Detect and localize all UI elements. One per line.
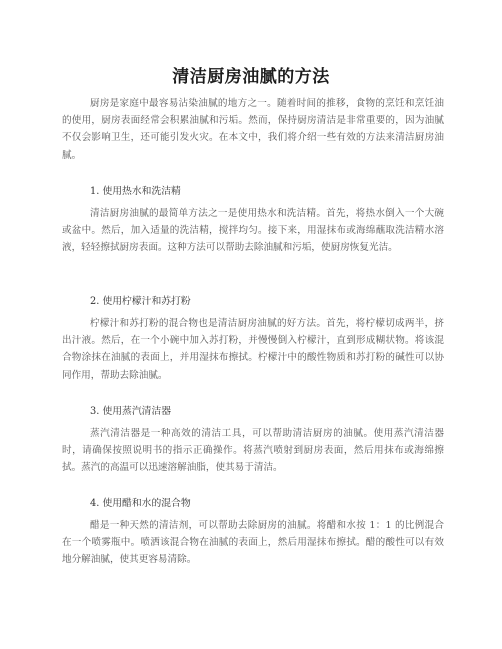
section-body-3: 蒸汽清洁器是一种高效的清洁工具，可以帮助清洁厨房的油腻。使用蒸汽清洁器时，请确保按照说明书的指示正确操作。将蒸汽喷射到厨房表面，然后用抹布或海绵擦拭。蒸汽的高温可以迅速溶解油脂，使其易于清洁。 bbox=[62, 428, 444, 474]
section-body-block-2 bbox=[62, 315, 444, 384]
intro-paragraph-block bbox=[62, 95, 444, 164]
section-heading-1: 1. 使用热水和洗洁精 bbox=[90, 186, 181, 197]
section-body-block-1 bbox=[62, 205, 444, 257]
section-heading-3: 3. 使用蒸汽清洁器 bbox=[90, 406, 172, 417]
section-body-block-4 bbox=[62, 517, 444, 569]
section-body-4: 醋是一种天然的清洁剂，可以帮助去除厨房的油腻。将醋和水按 1：1 的比例混合在一个喷雾瓶中。喷洒该混合物在油腻的表面上，然后用湿抹布擦拭。醋的酸性可以有效地分解油腻，使其更容易清除。 bbox=[62, 520, 444, 566]
section-body-2: 柠檬汁和苏打粉的混合物也是清洁厨房油腻的好方法。首先，将柠檬切成两半，挤出汁液。然后，在一个小碗中加入苏打粉，并慢慢倒入柠檬汁，直到形成糊状物。将该混合物涂抹在油腻的表面上，并用湿抹布擦拭。柠檬汁中的酸性物质和苏打粉的碱性可以协同作用，帮助去除油腻。 bbox=[62, 318, 444, 381]
intro-paragraph: 厨房是家庭中最容易沾染油腻的地方之一。随着时间的推移，食物的烹饪和烹饪油的使用，厨房表面经常会积累油腻和污垢。然而，保持厨房清洁是非常重要的，因为油腻不仅会影响卫生，还可能引发火灾。在本文中，我们将介绍一些有效的方法来清洁厨房油腻。 bbox=[62, 98, 444, 161]
section-heading-2: 2. 使用柠檬汁和苏打粉 bbox=[90, 296, 191, 307]
section-heading-4: 4. 使用醋和水的混合物 bbox=[90, 498, 191, 509]
section-body-block-3 bbox=[62, 425, 444, 477]
section-body-1: 清洁厨房油腻的最简单方法之一是使用热水和洗洁精。首先，将热水倒入一个大碗或盆中。然后，加入适量的洗洁精，搅拌均匀。接下来，用湿抹布或海绵蘸取洗洁精水溶液，轻轻擦拭厨房表面。这种方法可以帮助去除油腻和污垢，使厨房恢复光洁。 bbox=[62, 208, 444, 254]
document-title: 清洁厨房油腻的方法 bbox=[172, 67, 330, 87]
